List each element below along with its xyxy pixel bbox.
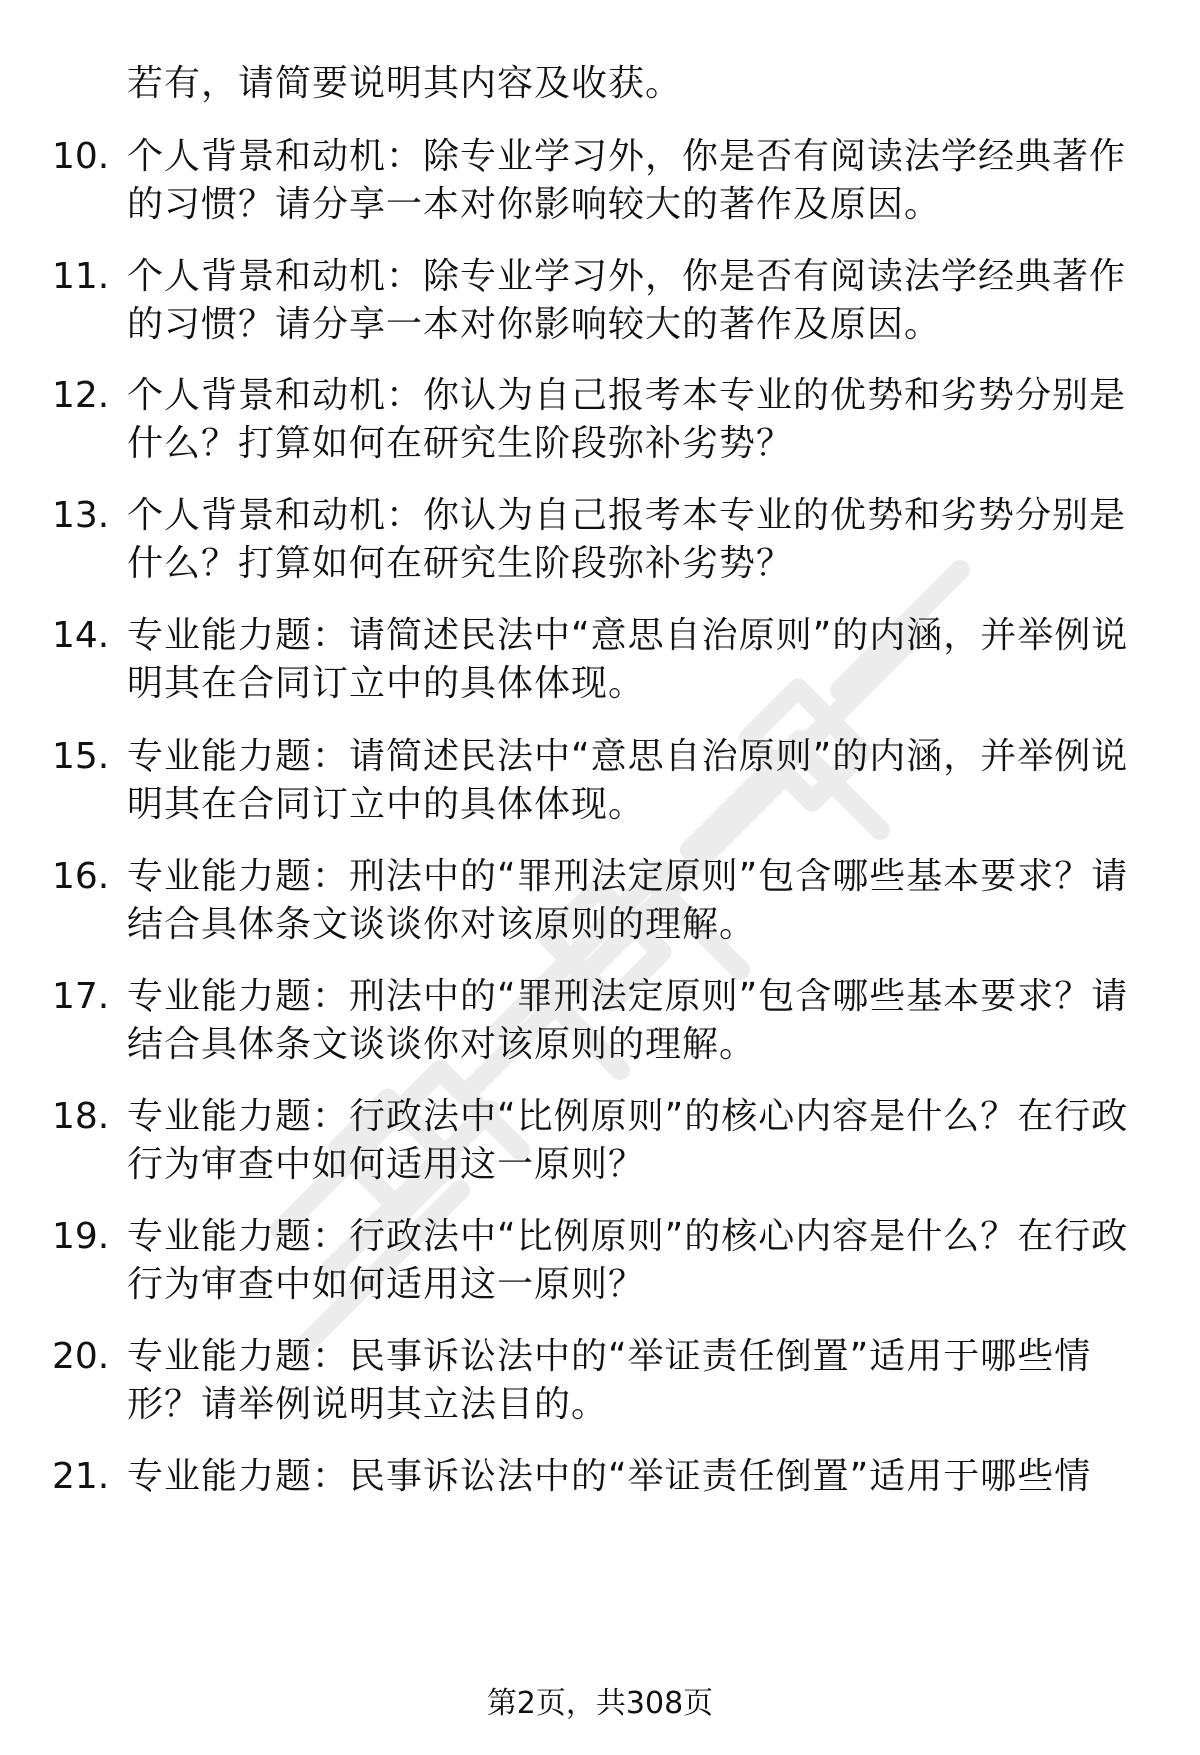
continuation-text: 若有，请简要说明其内容及收获。 (127, 63, 683, 104)
item-text: 个人背景和动机：除专业学习外，你是否有阅读法学经典著作的习惯？请分享一本对你影响较大的著作及原因。 (127, 256, 1127, 345)
item-text: 专业能力题：民事诉讼法中的“举证责任倒置”适用于哪些情形？请举例说明其立法目的。 (127, 1336, 1092, 1425)
item-number: 11. (52, 256, 110, 297)
item-number: 19. (52, 1216, 110, 1257)
item-text: 专业能力题：行政法中“比例原则”的核心内容是什么？在行政行为审查中如何适用这一原则？ (127, 1216, 1129, 1305)
item-text: 个人背景和动机：你认为自己报考本专业的优势和劣势分别是什么？打算如何在研究生阶段弥补劣势？ (127, 495, 1127, 584)
item-number: 21. (52, 1456, 110, 1497)
item-text: 个人背景和动机：除专业学习外，你是否有阅读法学经典著作的习惯？请分享一本对你影响较大的著作及原因。 (127, 136, 1127, 225)
item-number: 20. (52, 1336, 110, 1377)
page-footer: 第2页，共308页 (486, 1686, 714, 1721)
item-text: 专业能力题：行政法中“比例原则”的核心内容是什么？在行政行为审查中如何适用这一原则？ (127, 1096, 1129, 1185)
item-number: 13. (52, 495, 110, 536)
item-text: 专业能力题：请简述民法中“意思自治原则”的内涵，并举例说明其在合同订立中的具体体现。 (127, 736, 1129, 825)
item-number: 14. (52, 615, 110, 656)
item-text: 专业能力题：刑法中的“罪刑法定原则”包含哪些基本要求？请结合具体条文谈谈你对该原则的理解。 (127, 976, 1129, 1065)
item-number: 16. (52, 856, 110, 897)
item-text: 专业能力题：刑法中的“罪刑法定原则”包含哪些基本要求？请结合具体条文谈谈你对该原则的理解。 (127, 856, 1129, 945)
item-number: 17. (52, 976, 110, 1017)
item-number: 15. (52, 736, 110, 777)
item-number: 18. (52, 1096, 110, 1137)
item-text: 专业能力题：民事诉讼法中的“举证责任倒置”适用于哪些情 (127, 1456, 1092, 1497)
item-number: 10. (52, 136, 110, 177)
item-text: 专业能力题：请简述民法中“意思自治原则”的内涵，并举例说明其在合同订立中的具体体现。 (127, 615, 1129, 704)
item-number: 12. (52, 375, 110, 416)
item-text: 个人背景和动机：你认为自己报考本专业的优势和劣势分别是什么？打算如何在研究生阶段弥补劣势？ (127, 375, 1127, 464)
